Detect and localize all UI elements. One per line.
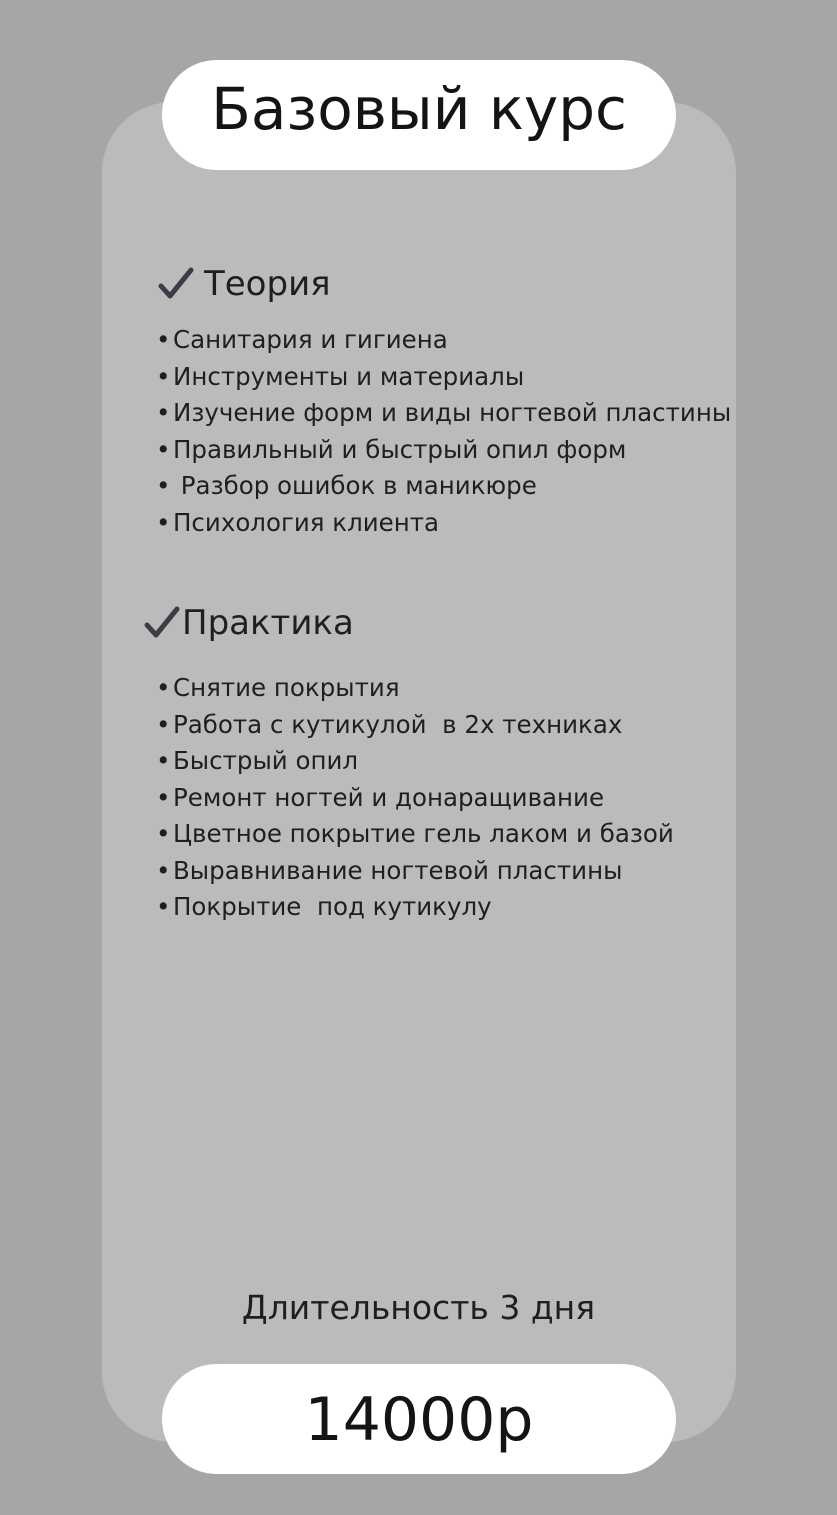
checkmark-icon	[158, 266, 194, 302]
list-item: • Цветное покрытие гель лаком и базой	[156, 819, 674, 848]
list-item: • Быстрый опил	[156, 746, 359, 775]
list-item: • Ремонт ногтей и донаращивание	[156, 782, 605, 812]
practice-list	[156, 670, 674, 926]
list-item: • Изучение форм и виды ногтевой пластины	[156, 398, 732, 427]
list-item: • Правильный и быстрый опил форм	[156, 434, 627, 464]
price-badge	[162, 1364, 676, 1474]
practice-title-text: Практика	[182, 603, 354, 643]
list-item: • Разбор ошибок в маникюре	[156, 471, 537, 500]
theory-section-title	[158, 264, 331, 304]
practice-section-title	[144, 603, 354, 643]
theory-title-text: Теория	[204, 264, 331, 304]
list-item: • Работа с кутикулой в 2х техниках	[156, 709, 623, 739]
course-title-badge	[162, 60, 676, 170]
list-item: • Санитария и гигиена	[156, 325, 448, 354]
list-item: • Инструменты и материалы	[156, 361, 525, 391]
list-item: • Выравнивание ногтевой пластины	[156, 855, 623, 885]
course-title: Базовый курс	[211, 75, 627, 143]
list-item: • Покрытие под кутикулу	[156, 892, 492, 921]
list-item: • Психология клиента	[156, 507, 440, 537]
checkmark-icon	[144, 605, 180, 641]
course-price: 14000р	[304, 1385, 534, 1455]
list-item: • Снятие покрытия	[156, 673, 400, 702]
course-duration: Длительность 3 дня	[241, 1288, 596, 1327]
theory-list	[156, 322, 731, 541]
